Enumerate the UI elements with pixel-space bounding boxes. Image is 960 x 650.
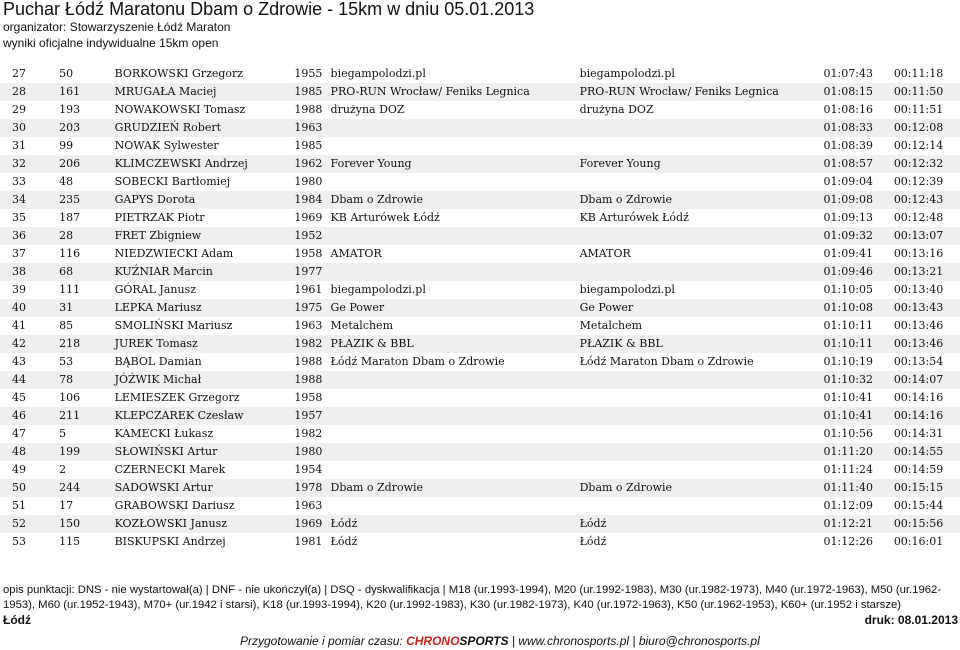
cell-team (577, 137, 824, 155)
cell-team (577, 407, 824, 425)
cell-name: BĄBOL Damian (114, 355, 202, 368)
cell-name: NOWAK Sylwester (114, 139, 219, 152)
page-footer (3, 583, 958, 629)
cell-team: drużyna DOZ (579, 103, 654, 116)
cell-name: LEPKA Mariusz (112, 299, 293, 317)
cell-year: 1988 (294, 355, 323, 368)
cell-year: 1958 (294, 391, 323, 404)
cell-bib: 31 (35, 299, 111, 317)
cell-club: Łódź (330, 535, 358, 548)
results-subtitle: wyniki oficjalne indywidualne 15km open (3, 36, 219, 50)
cell-name: SADOWSKI Artur (112, 479, 293, 497)
cell-club: PRO-RUN Wrocław/ Feniks Legnica (328, 83, 577, 101)
credits-prefix: Przygotowanie i pomiar czasu: (240, 634, 407, 648)
cell-club (328, 443, 577, 461)
cell-year: 1981 (294, 535, 323, 548)
cell-team (577, 425, 824, 443)
cell-bib: 17 (59, 499, 74, 512)
cell-name: KLIMCZEWSKI Andrzej (112, 155, 293, 173)
cell-time: 01:08:39 (823, 139, 873, 152)
cell-bib: 5 (59, 427, 67, 440)
cell-diff: 00:11:18 (893, 67, 944, 80)
cell-team: Łódź (577, 515, 824, 533)
cell-name: KOZŁOWSKI Janusz (112, 515, 293, 533)
cell-club: Ge Power (328, 299, 577, 317)
table-row (0, 101, 960, 119)
cell-year: 1985 (292, 83, 327, 101)
cell-time: 01:09:46 (824, 263, 894, 281)
table-row (0, 65, 960, 83)
cell-time: 01:09:08 (824, 191, 894, 209)
cell-bib: 193 (59, 103, 81, 116)
cell-team (577, 443, 824, 461)
cell-place: 27 (12, 67, 26, 80)
cell-year: 1961 (294, 283, 323, 296)
cell-name: PIETRZAK Piotr (114, 211, 205, 224)
cell-club: Łódź (328, 515, 577, 533)
cell-diff: 00:14:07 (894, 371, 960, 389)
cell-diff: 00:14:31 (893, 427, 944, 440)
cell-diff: 00:15:56 (894, 515, 960, 533)
cell-time: 01:07:43 (823, 67, 873, 80)
cell-year: 1969 (292, 515, 327, 533)
cell-name: BISKUPSKI Andrzej (114, 535, 226, 548)
table-row (0, 425, 960, 443)
cell-time: 01:08:33 (824, 119, 894, 137)
cell-year: 1980 (294, 175, 323, 188)
cell-diff: 00:13:40 (893, 283, 944, 296)
table-row (0, 335, 960, 353)
cell-time: 01:12:21 (824, 515, 894, 533)
cell-year: 1980 (292, 443, 327, 461)
cell-year: 1977 (292, 263, 327, 281)
cell-team (577, 119, 824, 137)
cell-name: KLEPCZAREK Czesław (112, 407, 293, 425)
cell-name: GRABOWSKI Dariusz (114, 499, 235, 512)
cell-team: Forever Young (577, 155, 824, 173)
cell-bib: 244 (35, 479, 111, 497)
cell-team: biegampolodzi.pl (579, 67, 675, 80)
cell-club: drużyna DOZ (330, 103, 405, 116)
results-table (0, 65, 960, 551)
table-row (0, 119, 960, 137)
cell-club (328, 425, 577, 443)
cell-place: 37 (12, 247, 26, 260)
cell-diff: 00:15:44 (893, 499, 944, 512)
cell-time: 01:10:08 (824, 299, 894, 317)
cell-name: SMOLIŃSKI Mariusz (114, 319, 233, 332)
cell-place: 53 (12, 535, 26, 548)
cell-place: 50 (0, 479, 35, 497)
cell-diff: 00:14:16 (894, 407, 960, 425)
cell-bib: 106 (59, 391, 81, 404)
cell-bib: 218 (35, 335, 111, 353)
cell-club: biegampolodzi.pl (330, 67, 426, 80)
cell-diff: 00:12:39 (893, 175, 944, 188)
cell-diff: 00:12:48 (893, 211, 944, 224)
cell-name: BORKOWSKI Grzegorz (114, 67, 244, 80)
cell-name: JUREK Tomasz (112, 335, 293, 353)
table-row (0, 155, 960, 173)
cell-place: 45 (12, 391, 26, 404)
cell-bib: 2 (59, 463, 67, 476)
cell-place: 31 (12, 139, 26, 152)
cell-place: 34 (0, 191, 35, 209)
cell-club: AMATOR (330, 247, 382, 260)
table-row (0, 497, 960, 515)
cell-place: 41 (12, 319, 26, 332)
cell-place: 28 (0, 83, 35, 101)
cell-bib: 116 (59, 247, 81, 260)
cell-place: 48 (0, 443, 35, 461)
cell-time: 01:10:56 (823, 427, 873, 440)
cell-name: KAMECKI Łukasz (114, 427, 214, 440)
cell-place: 35 (12, 211, 26, 224)
results-table-body (0, 65, 960, 551)
cell-bib: 28 (35, 227, 111, 245)
cell-time: 01:09:04 (823, 175, 873, 188)
cell-bib: 99 (59, 139, 74, 152)
table-row (0, 227, 960, 245)
cell-club (328, 137, 577, 155)
scoring-legend: opis punktacji: DNS - nie wystartował(a) | DNF - nie ukończył(a) | DSQ - dyskwalifikacja | M18 (ur.1993-1994), M20 (ur.1992-1983), M30 (ur.1982-1973), M40 (ur.1972-1963), M50 (ur.1962-1953), M60 (ur.1952-1943), M70+ (ur.1942 i starsi), K18 (ur.1993-1994), K20 (ur.1992-1983), K30 (ur.1982-1973), K40 (ur.1972-1963), K50 (ur.1962-1953), K60+ (ur.1952 i starsze) (3, 584, 942, 611)
cell-name: MRUGAŁA Maciej (112, 83, 293, 101)
table-row (0, 371, 960, 389)
cell-place: 36 (0, 227, 35, 245)
cell-diff: 00:13:21 (894, 263, 960, 281)
cell-year: 1988 (292, 371, 327, 389)
cell-place: 49 (12, 463, 26, 476)
cell-diff: 00:11:50 (894, 83, 960, 101)
cell-diff: 00:12:08 (894, 119, 960, 137)
cell-bib: 187 (59, 211, 81, 224)
cell-name: NOWAKOWSKI Tomasz (114, 103, 246, 116)
cell-time: 01:11:24 (823, 463, 873, 476)
cell-year: 1962 (292, 155, 327, 173)
cell-year: 1984 (292, 191, 327, 209)
cell-name: KUŹNIAR Marcin (112, 263, 293, 281)
page-title: Puchar Łódź Maratonu Dbam o Zdrowie - 15km w dniu 05.01.2013 (3, 0, 535, 19)
table-row (0, 533, 960, 551)
cell-team: PŁAZIK & BBL (577, 335, 824, 353)
page-header (3, 0, 953, 51)
cell-diff: 00:12:43 (894, 191, 960, 209)
table-row (0, 389, 960, 407)
cell-year: 1958 (294, 247, 323, 260)
cell-place: 32 (0, 155, 35, 173)
cell-club (328, 461, 577, 479)
cell-time: 01:12:26 (823, 535, 873, 548)
cell-name: LEMIESZEK Grzegorz (114, 391, 240, 404)
cell-year: 1952 (292, 227, 327, 245)
table-row (0, 191, 960, 209)
credits-contact: | www.chronosports.pl | biuro@chronosports.pl (508, 634, 760, 648)
cell-place: 30 (0, 119, 35, 137)
table-row (0, 209, 960, 227)
cell-team: KB Arturówek Łódź (579, 211, 689, 224)
cell-place: 39 (12, 283, 26, 296)
cell-name: JÓŹWIK Michał (112, 371, 293, 389)
cell-place: 33 (12, 175, 26, 188)
cell-club: Dbam o Zdrowie (328, 191, 577, 209)
table-row (0, 443, 960, 461)
table-row (0, 263, 960, 281)
cell-name: SOBECKI Bartłomiej (114, 175, 231, 188)
cell-diff: 00:13:54 (893, 355, 944, 368)
cell-club: Dbam o Zdrowie (328, 479, 577, 497)
table-row (0, 479, 960, 497)
cell-bib: 203 (35, 119, 111, 137)
cell-club (328, 497, 577, 515)
cell-club (328, 371, 577, 389)
cell-time: 01:11:40 (824, 479, 894, 497)
table-row (0, 173, 960, 191)
cell-time: 01:08:15 (824, 83, 894, 101)
cell-bib: 111 (59, 283, 81, 296)
cell-name: GRUDZIEŃ Robert (112, 119, 293, 137)
cell-diff: 00:14:59 (893, 463, 944, 476)
cell-name: CZERNECKI Marek (114, 463, 226, 476)
cell-club (328, 389, 577, 407)
table-row (0, 461, 960, 479)
cell-diff: 00:15:15 (894, 479, 960, 497)
cell-time: 01:09:13 (823, 211, 873, 224)
brand-sports: SPORTS (459, 634, 509, 648)
cell-place: 40 (0, 299, 35, 317)
cell-bib: 150 (35, 515, 111, 533)
cell-bib: 211 (35, 407, 111, 425)
cell-team: Dbam o Zdrowie (577, 479, 824, 497)
cell-team (577, 461, 824, 479)
brand-chrono: CHRONO (406, 634, 460, 648)
cell-time: 01:10:41 (824, 407, 894, 425)
cell-bib: 53 (59, 355, 74, 368)
cell-time: 01:10:11 (823, 319, 873, 332)
cell-team (577, 173, 824, 191)
cell-team (577, 227, 824, 245)
cell-name: FRET Zbigniew (112, 227, 293, 245)
organizer-line: organizator: Stowarzyszenie Łódź Maraton (3, 20, 231, 34)
table-row (0, 137, 960, 155)
table-row (0, 317, 960, 335)
cell-diff: 00:13:07 (894, 227, 960, 245)
cell-time: 01:11:20 (824, 443, 894, 461)
cell-bib: 68 (35, 263, 111, 281)
cell-club (328, 407, 577, 425)
cell-year: 1957 (292, 407, 327, 425)
cell-team (577, 263, 824, 281)
cell-team: Ge Power (577, 299, 824, 317)
cell-club (328, 119, 577, 137)
cell-name: NIEDZWIECKI Adam (114, 247, 234, 260)
cell-club: biegampolodzi.pl (330, 283, 426, 296)
cell-team: AMATOR (579, 247, 631, 260)
cell-place: 38 (0, 263, 35, 281)
cell-club: KB Arturówek Łódź (330, 211, 440, 224)
cell-place: 46 (0, 407, 35, 425)
cell-bib: 48 (59, 175, 74, 188)
cell-name: GAPYS Dorota (112, 191, 293, 209)
cell-team: Metalchem (579, 319, 643, 332)
cell-time: 01:09:32 (824, 227, 894, 245)
cell-club (328, 173, 577, 191)
cell-place: 47 (12, 427, 26, 440)
cell-club (328, 227, 577, 245)
cell-bib: 206 (35, 155, 111, 173)
cell-place: 43 (12, 355, 26, 368)
cell-name: GÓRAL Janusz (114, 283, 197, 296)
cell-team: Dbam o Zdrowie (577, 191, 824, 209)
timing-credits (240, 634, 760, 648)
cell-year: 1963 (294, 499, 323, 512)
cell-bib: 161 (35, 83, 111, 101)
cell-year: 1969 (294, 211, 323, 224)
cell-time: 01:10:11 (824, 335, 894, 353)
table-row (0, 83, 960, 101)
cell-bib: 85 (59, 319, 74, 332)
footer-city: Łódź (3, 613, 31, 627)
cell-diff: 00:11:51 (893, 103, 944, 116)
cell-team (577, 497, 824, 515)
cell-diff: 00:12:14 (893, 139, 944, 152)
cell-diff: 00:14:55 (894, 443, 960, 461)
cell-time: 01:12:09 (823, 499, 873, 512)
cell-year: 1988 (294, 103, 323, 116)
cell-diff: 00:12:32 (894, 155, 960, 173)
cell-team (577, 371, 824, 389)
cell-year: 1982 (294, 427, 323, 440)
table-row (0, 353, 960, 371)
print-date: druk: 08.01.2013 (864, 613, 958, 627)
cell-diff: 00:16:01 (893, 535, 944, 548)
cell-club: Forever Young (328, 155, 577, 173)
cell-year: 1985 (294, 139, 323, 152)
cell-team (577, 389, 824, 407)
cell-bib: 235 (35, 191, 111, 209)
cell-time: 01:09:41 (823, 247, 873, 260)
cell-time: 01:10:41 (823, 391, 873, 404)
table-row (0, 407, 960, 425)
footer-bottom-line (3, 613, 958, 629)
cell-bib: 78 (35, 371, 111, 389)
cell-bib: 115 (59, 535, 81, 548)
cell-year: 1954 (294, 463, 323, 476)
cell-year: 1963 (292, 119, 327, 137)
cell-time: 01:08:16 (823, 103, 873, 116)
cell-time: 01:10:19 (823, 355, 873, 368)
cell-place: 29 (12, 103, 26, 116)
cell-diff: 00:13:43 (894, 299, 960, 317)
cell-diff: 00:13:16 (893, 247, 944, 260)
table-row (0, 245, 960, 263)
cell-club (328, 263, 577, 281)
cell-team: Łódź Maraton Dbam o Zdrowie (579, 355, 754, 368)
cell-year: 1982 (292, 335, 327, 353)
cell-name: SŁOWIŃSKI Artur (112, 443, 293, 461)
cell-team: Łódź (579, 535, 607, 548)
cell-club: PŁAZIK & BBL (328, 335, 577, 353)
cell-time: 01:08:57 (824, 155, 894, 173)
cell-year: 1978 (292, 479, 327, 497)
cell-bib: 50 (59, 67, 74, 80)
cell-place: 51 (12, 499, 26, 512)
cell-time: 01:10:32 (824, 371, 894, 389)
cell-year: 1963 (294, 319, 323, 332)
cell-year: 1975 (292, 299, 327, 317)
cell-bib: 199 (35, 443, 111, 461)
cell-diff: 00:13:46 (893, 319, 944, 332)
cell-team: biegampolodzi.pl (579, 283, 675, 296)
table-row (0, 299, 960, 317)
cell-diff: 00:13:46 (894, 335, 960, 353)
cell-club: Łódź Maraton Dbam o Zdrowie (330, 355, 505, 368)
cell-year: 1955 (294, 67, 323, 80)
cell-club: Metalchem (330, 319, 394, 332)
cell-time: 01:10:05 (823, 283, 873, 296)
cell-diff: 00:14:16 (893, 391, 944, 404)
cell-place: 42 (0, 335, 35, 353)
table-row (0, 515, 960, 533)
cell-team: PRO-RUN Wrocław/ Feniks Legnica (577, 83, 824, 101)
cell-place: 52 (0, 515, 35, 533)
table-row (0, 281, 960, 299)
cell-place: 44 (0, 371, 35, 389)
